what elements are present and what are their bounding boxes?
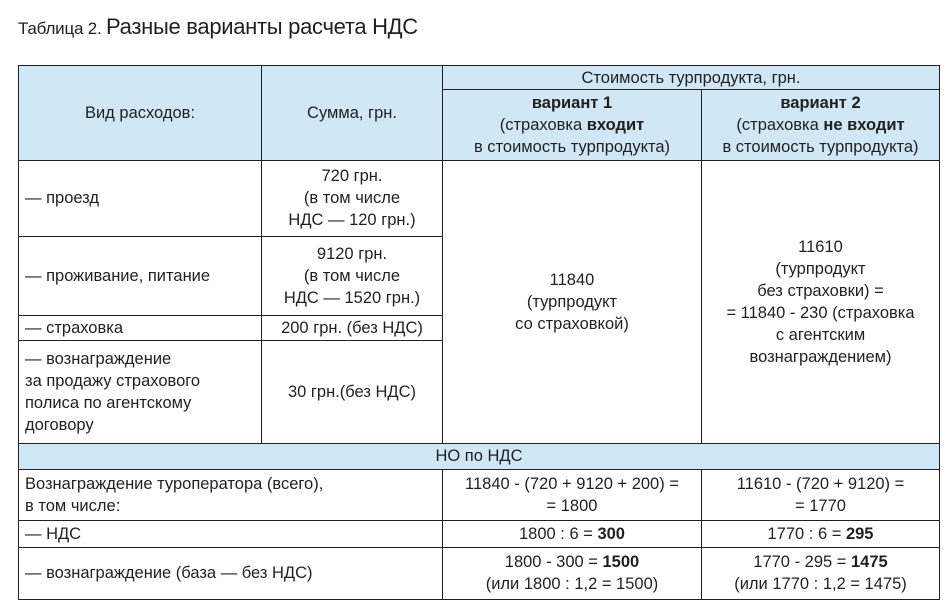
header-cost-group: Стоимость турпродукта, грн. [443,66,940,90]
variant-1-note-bold: входит [586,115,645,134]
header-variant-1 [443,90,702,161]
base-v2-expr: 1770 - 295 = [753,553,851,572]
expense-name: — проживание, питание [19,237,262,316]
base-v1-result: 1500 [602,553,640,572]
vat-v2 [702,521,940,547]
expense-amount [262,237,443,316]
header-expense-type: Вид расходов: [19,66,262,161]
base-v1-alt: (или 1800 : 1,2 = 1500) [485,575,659,594]
vat-v1 [443,521,702,547]
total-line: с агентским [775,325,866,344]
variant-1-title: вариант 1 [531,93,613,112]
calc-row-vat [19,521,940,547]
variant-2-note-pre: (страховка [736,115,824,134]
calc-line: = 1800 [546,497,598,516]
calc-row-base [19,547,940,599]
total-line: вознаграждением) [749,347,892,366]
name-line: полиса по агентскому [25,393,192,412]
label-line: Вознаграждение туроператора (всего), [25,475,324,494]
base-v2-alt: (или 1770 : 1,2 = 1475) [734,575,907,594]
variant-2-total [702,160,940,443]
expense-amount: 200 грн. (без НДС) [262,315,443,340]
vat-v2-result: 295 [845,524,874,543]
vat-v2-expr: 1770 : 6 = [767,524,846,543]
reward-label [19,469,443,520]
caption-label: Таблица 2. [18,19,102,38]
amount-line: НДС — 120 грн.) [288,211,416,230]
base-v1 [443,547,702,599]
amount-line: НДС — 1520 грн.) [283,289,421,308]
variant-1-note-line2: в стоимость турпродукта) [473,137,671,156]
calc-row-reward [19,469,940,520]
base-label: — вознаграждение (база — без НДС) [19,547,443,599]
base-v2 [702,547,940,599]
variant-1-total [443,160,702,443]
expense-name: — проезд [19,160,262,237]
variant-1-note-pre: (страховка [499,115,587,134]
total-line: = 11840 - 230 (страховка [726,303,915,322]
variant-2-title: вариант 2 [780,93,861,112]
total-line: со страховкой) [515,314,629,333]
expense-row-travel [19,160,940,237]
caption-title: Разные варианты расчета НДС [106,14,418,39]
vat-v1-result: 300 [597,524,625,543]
expense-amount: 30 грн.(без НДС) [262,341,443,444]
name-line: — вознаграждение [25,349,172,368]
amount-line: 720 грн. [321,167,383,186]
base-v2-result: 1475 [850,553,888,572]
name-line: за продажу страхового [25,371,201,390]
header-variant-2 [702,90,940,161]
vat-v1-expr: 1800 : 6 = [519,524,598,543]
variant-2-note-line2: в стоимость турпродукта) [722,137,919,156]
expense-name [19,341,262,444]
calc-line: = 1770 [795,497,846,516]
amount-line: (в том числе [303,267,401,286]
amount-line: 9120 грн. [316,245,388,264]
header-amount: Сумма, грн. [262,66,443,161]
table-caption [18,14,418,40]
label-line: в том числе: [25,497,121,516]
expense-name: — страховка [19,315,262,340]
variant-2-note-bold: не входит [823,115,905,134]
total-line: (турпродукт [526,292,618,311]
total-line: (турпродукт [775,259,866,278]
total-line: без страховки) = [757,281,884,300]
header-row-1 [19,66,940,90]
amount-line: (в том числе [303,189,401,208]
vat-table [18,65,940,600]
calc-line: 11840 - (720 + 9120 + 200) = [465,475,679,494]
reward-v2 [702,469,940,520]
vat-label: — НДС [19,521,443,547]
section-row [19,443,940,469]
base-v1-expr: 1800 - 300 = [504,553,603,572]
section-title: НО по НДС [19,443,940,469]
total-line: 11840 [549,270,595,289]
calc-line: 11610 - (720 + 9120) = [736,475,905,494]
total-line: 11610 [798,237,843,256]
reward-v1 [443,469,702,520]
name-line: договору [25,415,94,434]
expense-amount [262,160,443,237]
